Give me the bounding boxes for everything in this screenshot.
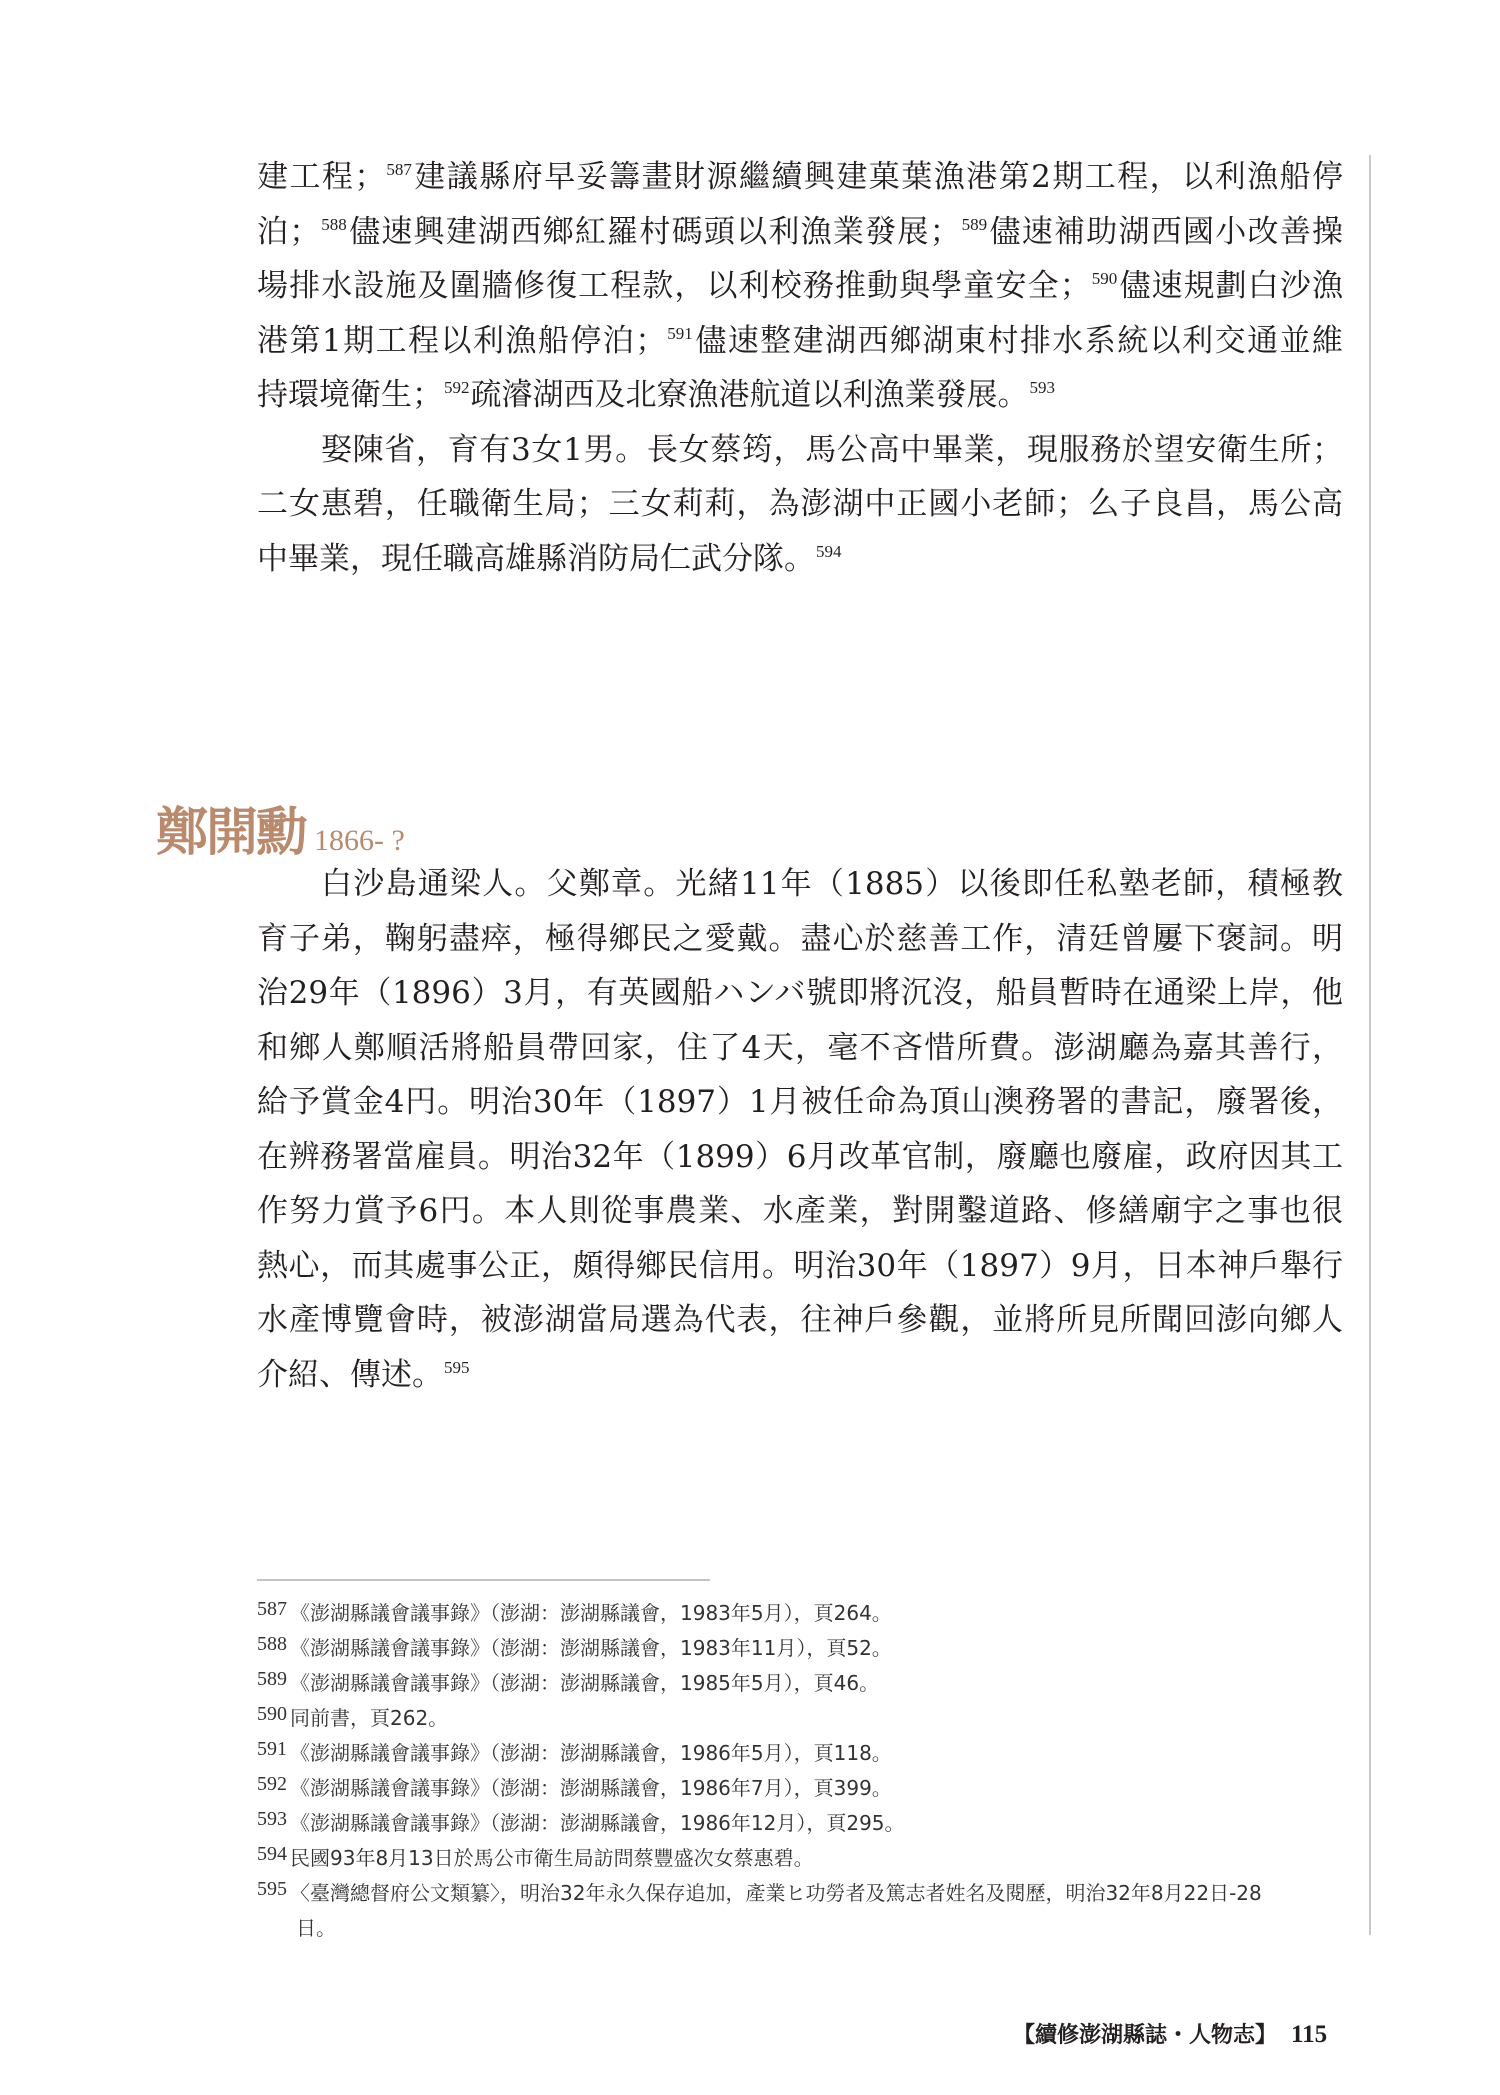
footnote-ref[interactable]: 595 [444,1357,470,1377]
text-segment: 儘速整建湖西鄉湖東村排水系統以利交通並維 [693,322,1343,359]
text-segment: 建工程； [257,159,386,195]
text-segment: 持環境衛生； [257,377,443,413]
text-line [257,477,1343,532]
text-line [257,1021,1343,1076]
footnote-divider [257,1579,710,1581]
text-segment: 熱心，而其處事公正，頗得鄉民信用。明治30年（1897）9月，日本神戶舉行 [257,1247,1343,1284]
text-segment: 和鄉人鄭順活將船員帶回家，住了4天，毫不吝惜所費。澎湖廳為嘉其善行， [257,1029,1343,1066]
text-segment: 中畢業，現任職高雄縣消防局仁武分隊。 [257,540,815,577]
footnote-number: 594 [257,1843,287,1865]
footnote [257,1631,1367,1666]
footnote-number: 592 [257,1773,287,1795]
footnote [257,1771,1367,1806]
footnote-ref[interactable]: 593 [1029,378,1055,397]
footnote-ref[interactable]: 590 [1091,269,1118,288]
footnote-ref[interactable]: 587 [386,160,412,179]
footnote [257,1666,1367,1701]
footnote-text: 民國93年8月13日於馬公市衛生局訪問蔡豐盛次女蔡惠碧。 [290,1846,814,1870]
footnote-text: 《澎湖縣議會議事錄》（澎湖：澎湖縣議會，1983年11月），頁52。 [290,1636,892,1660]
text-segment: 作努力賞予6円。本人則從事農業、水產業，對開鑿道路、修繕廟宇之事也很 [257,1193,1343,1229]
text-line [257,532,1343,587]
text-segment: 在辨務署當雇員。明治32年（1899）6月改革官制，廢廳也廢雇，政府因其工 [257,1138,1343,1175]
text-segment: 場排水設施及圍牆修復工程款，以利校務推動與學童安全； [257,268,1091,304]
footnote-text: 《澎湖縣議會議事錄》（澎湖：澎湖縣議會，1985年5月），頁46。 [290,1671,880,1695]
text-segment: 介紹、傳述。 [257,1356,443,1393]
text-line [257,912,1343,967]
footnote-number: 590 [257,1703,287,1725]
text-line [257,1184,1343,1239]
text-segment: 儘速補助湖西國小改善操 [988,213,1344,250]
text-line [257,314,1343,369]
footnote-ref[interactable]: 594 [816,541,842,561]
section-2-text [257,857,1343,1402]
footnote-text: 同前書，頁262。 [290,1706,449,1730]
text-line [257,1075,1343,1130]
footnote-number: 589 [257,1668,287,1690]
footnote [257,1841,1367,1876]
person-name: 鄭開勳 [156,802,307,863]
book-title: 【續修澎湖縣誌・人物志】 [1013,2022,1278,2048]
footnote-number: 587 [257,1598,287,1620]
footnote-continuation: 日。 [296,1916,336,1940]
text-line [257,1348,1343,1403]
text-segment: 水產博覽會時，被澎湖當局選為代表，往神戶參觀，並將所見所聞回澎向鄉人 [257,1302,1343,1338]
text-line [257,259,1343,314]
text-segment: 儘速興建湖西鄉紅羅村碼頭以利漁業發展； [347,213,961,250]
footnote-text: 《澎湖縣議會議事錄》（澎湖：澎湖縣議會，1986年5月），頁118。 [290,1741,892,1765]
footnote-text: 《澎湖縣議會議事錄》（澎湖：澎湖縣議會，1983年5月），頁264。 [290,1601,892,1625]
footnote [257,1596,1367,1631]
footnote-text: 〈臺灣總督府公文類纂〉，明治32年永久保存追加，產業ヒ功勞者及篤志者姓名及閱歷，明治32年8月22日-28 [290,1881,1262,1905]
text-segment: 儘速規劃白沙漁 [1118,268,1343,304]
text-segment: 港第1期工程以利漁船停泊； [257,322,667,359]
text-segment: 娶陳省，育有3女1男。長女蔡筠，馬公高中畢業，現服務於望安衛生所； [321,431,1343,468]
footnote-text: 《澎湖縣議會議事錄》（澎湖：澎湖縣議會，1986年12月），頁295。 [290,1811,905,1835]
footnote-ref[interactable]: 592 [444,378,470,397]
text-line [257,1293,1343,1348]
footnote [257,1701,1367,1736]
text-segment: 治29年（1896）3月，有英國船ハンバ號即將沉沒，船員暫時在通梁上岸，他 [257,975,1343,1011]
footnote [257,1876,1367,1911]
page-footer [1013,2018,1327,2049]
footnote-ref[interactable]: 589 [961,214,988,234]
footnotes [257,1596,1367,1945]
text-line [257,368,1343,423]
footnote [257,1736,1367,1771]
person-heading [156,790,405,865]
footnote-number: 593 [257,1808,287,1830]
footnote-number: 595 [257,1878,287,1900]
page-number: 115 [1291,2021,1328,2048]
text-segment: 育子弟，鞠躬盡瘁，極得鄉民之愛戴。盡心於慈善工作，清廷曾屢下褒詞。明 [257,920,1343,957]
text-line [257,1130,1343,1185]
section-1-text [257,150,1343,586]
footnote-ref[interactable]: 588 [321,214,347,234]
text-line [257,205,1343,260]
text-line [257,423,1343,478]
text-segment: 泊； [257,213,321,250]
margin-rule [1369,155,1371,1935]
person-years: 1866- ? [314,824,405,857]
text-segment: 二女惠碧，任職衛生局；三女莉莉，為澎湖中正國小老師；么子良昌，馬公高 [257,486,1343,522]
text-segment: 建議縣府早妥籌畫財源繼續興建菓葉漁港第2期工程，以利漁船停 [412,159,1343,195]
text-segment: 疏濬湖西及北寮漁港航道以利漁業發展。 [470,377,1029,413]
footnote-number: 588 [257,1633,287,1655]
text-line [257,857,1343,912]
footnote-text: 《澎湖縣議會議事錄》（澎湖：澎湖縣議會，1986年7月），頁399。 [290,1776,892,1800]
text-line [257,1239,1343,1294]
footnote [257,1806,1367,1841]
text-segment: 給予賞金4円。明治30年（1897）1月被任命為頂山澳務署的書記，廢署後， [257,1084,1343,1120]
text-segment: 白沙島通梁人。父鄭章。光緒11年（1885）以後即任私塾老師，積極教 [321,866,1343,902]
text-line [257,966,1343,1021]
footnote-ref[interactable]: 591 [667,323,693,343]
footnote-number: 591 [257,1738,287,1760]
text-line [257,150,1343,205]
